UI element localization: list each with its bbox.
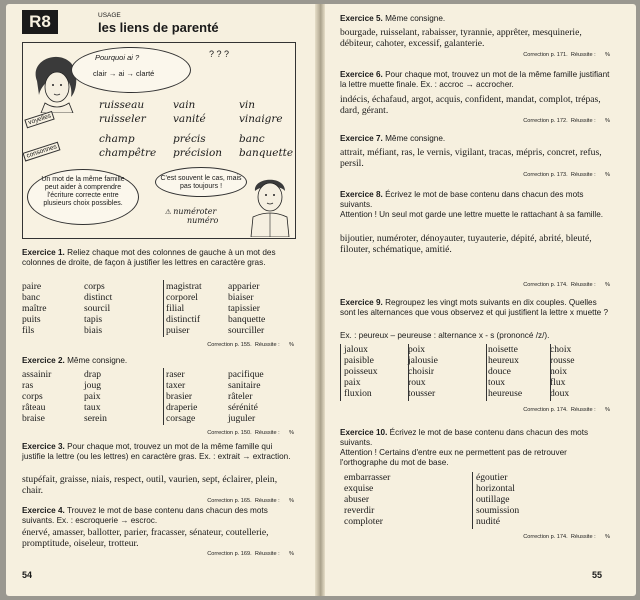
cartoon-illustration xyxy=(22,42,296,239)
correction-ref: Correction p. 174. xyxy=(523,534,568,540)
word: raser xyxy=(166,369,185,380)
tag-vowels: voyelles xyxy=(24,111,55,129)
word: soumission xyxy=(476,505,520,516)
exercise-3-example: Ex. : extrait → extraction. xyxy=(199,452,291,461)
word: fluxion xyxy=(344,388,372,399)
correction-ref: Correction p. 174. xyxy=(523,407,568,413)
word: corps xyxy=(22,391,43,402)
exercise-1-table xyxy=(22,281,298,336)
word: embarrasser xyxy=(344,472,391,483)
chain-word-1: clair xyxy=(93,69,107,78)
column-divider xyxy=(163,280,164,337)
exercise-5-title: Exercice 5. xyxy=(340,14,383,23)
word: magistrat xyxy=(166,281,202,292)
ex9-col-3 xyxy=(488,344,550,399)
reussite-label: Réussite : xyxy=(570,118,596,124)
word: corsage xyxy=(166,413,196,424)
correction-ref: Correction p. 174. xyxy=(523,282,568,288)
correction-ref: Correction p. 165. xyxy=(207,498,252,504)
word: paix xyxy=(344,377,361,388)
section-badge: R8 xyxy=(22,10,58,34)
exercise-4-text: Trouvez le mot de base contenu dans chacun des mots suivants. Ex. : escroquerie → escroc. xyxy=(22,506,268,525)
reussite-label: Réussite : xyxy=(254,342,280,348)
word-vain: vain xyxy=(173,99,196,111)
reussite-label: Réussite : xyxy=(570,407,596,413)
word: fils xyxy=(22,325,35,336)
ex2-col-3 xyxy=(166,369,228,424)
exercise-9-table xyxy=(344,344,610,399)
word: râteler xyxy=(228,391,253,402)
word: brasier xyxy=(166,391,193,402)
exercise-7-text: Même consigne. xyxy=(385,134,446,143)
column-divider xyxy=(472,472,473,529)
exercise-7-words: attrait, méfiant, ras, le vernis, vigilant, tracas, mépris, concret, refus, persil. xyxy=(340,147,602,169)
exercise-4-correction xyxy=(22,551,294,557)
exercise-6-title: Exercice 6. xyxy=(340,70,383,79)
exercise-5-instructions xyxy=(340,14,610,24)
word: corporel xyxy=(166,292,198,303)
ex10-col-1 xyxy=(344,472,476,527)
percent-sign: % xyxy=(605,172,610,178)
word: filial xyxy=(166,303,185,314)
word: toux xyxy=(488,377,506,388)
word-precis: précis xyxy=(173,133,206,145)
column-divider xyxy=(163,368,164,425)
percent-sign: % xyxy=(605,52,610,58)
word: distinct xyxy=(84,292,113,303)
word: apparier xyxy=(228,281,260,292)
exercise-6-words: indécis, échafaud, argot, acquis, confident, mandat, complot, trépas, dard, gérant. xyxy=(340,94,601,116)
percent-sign: % xyxy=(605,407,610,413)
reussite-label: Réussite : xyxy=(254,551,280,557)
word: drap xyxy=(84,369,102,380)
word: choix xyxy=(550,344,572,355)
word: paire xyxy=(22,281,42,292)
exercise-8-correction xyxy=(340,282,610,288)
percent-sign: % xyxy=(289,342,294,348)
word: tapissier xyxy=(228,303,260,314)
word: sourcil xyxy=(84,303,111,314)
word-banc: banc xyxy=(239,133,265,145)
word-precision: précision xyxy=(173,147,223,159)
exercise-10-table xyxy=(344,472,596,527)
page-number-right: 55 xyxy=(592,570,603,580)
word: outillage xyxy=(476,494,510,505)
word: ras xyxy=(22,380,34,391)
word: râteau xyxy=(22,402,46,413)
thought-question: Pourquoi ai ? xyxy=(95,53,140,62)
exercise-2-text: Même consigne. xyxy=(67,356,128,365)
exercise-9-instructions xyxy=(340,298,610,318)
chain-word-3: clarté xyxy=(135,69,155,78)
exercise-3-text: Pour chaque mot, trouvez un mot de la même famille qui justifie la lettre (ou les lettres) en caractère gras. xyxy=(22,442,273,461)
boy-drawing xyxy=(247,173,293,237)
word: banc xyxy=(22,292,41,303)
reussite-label: Réussite : xyxy=(254,430,280,436)
ex9-col-2 xyxy=(408,344,488,399)
word: heureux xyxy=(488,355,519,366)
word: serein xyxy=(84,413,107,424)
word: nudité xyxy=(476,516,500,527)
exercise-4-title: Exercice 4. xyxy=(22,506,65,515)
exercise-10-text: Écrivez le mot de base contenu dans chacun des mots suivants. xyxy=(340,428,589,447)
word: distinctif xyxy=(166,314,201,325)
exercise-8-title: Exercice 8. xyxy=(340,190,383,199)
percent-sign: % xyxy=(289,430,294,436)
exercise-8-instructions xyxy=(340,190,610,220)
column-divider xyxy=(408,344,409,401)
question-marks: ? ? ? xyxy=(209,49,230,59)
correction-ref: Correction p. 150. xyxy=(207,430,252,436)
word: noix xyxy=(550,366,568,377)
warning-example xyxy=(165,207,218,225)
exercise-3-title: Exercice 3. xyxy=(22,442,65,451)
exercise-6-instructions xyxy=(340,70,610,90)
exercise-8-note: Attention ! Un seul mot garde une lettre muette le rattachant à sa famille. xyxy=(340,210,604,219)
word-banquette: banquette xyxy=(239,147,294,159)
exercise-9-title: Exercice 9. xyxy=(340,298,383,307)
exercise-9-correction xyxy=(340,407,610,413)
word-champetre: champêtre xyxy=(99,147,157,159)
exercise-2-instructions xyxy=(22,356,294,366)
word: banquette xyxy=(228,314,266,325)
reussite-label: Réussite : xyxy=(570,534,596,540)
exercise-5-correction xyxy=(340,52,610,58)
exercise-10-title: Exercice 10. xyxy=(340,428,388,437)
word: paisible xyxy=(344,355,374,366)
exercise-7-instructions xyxy=(340,134,610,144)
word: taux xyxy=(84,402,101,413)
word: puiser xyxy=(166,325,190,336)
column-divider xyxy=(340,344,341,401)
word: heureuse xyxy=(488,388,523,399)
exercise-9-example: Ex. : peureux – peureuse : alternance x - s (prononcé /z/). xyxy=(340,331,550,340)
exercise-9-text: Regroupez les vingt mots suivants en dix couples. Quelles sont les alternances que vous observez et qui justifient la lettre x muette ? xyxy=(340,298,609,317)
book-gutter xyxy=(315,4,325,596)
word: paix xyxy=(84,391,101,402)
word: noisette xyxy=(488,344,518,355)
reussite-label: Réussite : xyxy=(570,172,596,178)
word: choisir xyxy=(408,366,435,377)
exercise-1-instructions xyxy=(22,248,294,268)
exercise-6-correction xyxy=(340,118,610,124)
word: jalousie xyxy=(408,355,438,366)
exercise-1-title: Exercice 1. xyxy=(22,248,65,257)
word: braise xyxy=(22,413,45,424)
percent-sign: % xyxy=(289,551,294,557)
ex1-col-2 xyxy=(84,281,166,336)
correction-ref: Correction p. 171. xyxy=(523,52,568,58)
word: comploter xyxy=(344,516,383,527)
word: doux xyxy=(550,388,570,399)
ex2-col-1 xyxy=(22,369,84,424)
reussite-label: Réussite : xyxy=(570,52,596,58)
word-vinaigre: vinaigre xyxy=(239,113,283,125)
exercise-8-words: bijoutier, numéroter, dénoyauter, tuyauterie, dépité, abrité, bleuté, filouter, schématique, amitié. xyxy=(340,233,592,255)
exercise-10-correction xyxy=(340,534,610,540)
word: exquise xyxy=(344,483,374,494)
exercise-6-text: Pour chaque mot, trouvez un mot de la même famille justifiant la lettre muette finale. Ex. : accroc → accrocher. xyxy=(340,70,610,89)
exercise-2-table xyxy=(22,369,298,424)
word: tapis xyxy=(84,314,103,325)
exercise-5-words: bourgade, ruisselant, rabaisser, tyrannie, apprêter, mesquinerie, débiteur, cahoter, excessif, galanterie. xyxy=(340,27,582,49)
ex9-col-4 xyxy=(550,344,610,399)
percent-sign: % xyxy=(605,118,610,124)
correction-ref: Correction p. 155. xyxy=(207,342,252,348)
word-ruisseau: ruisseau xyxy=(99,99,145,111)
exercise-2-title: Exercice 2. xyxy=(22,356,65,365)
correction-ref: Correction p. 172. xyxy=(523,118,568,124)
word: roux xyxy=(408,377,426,388)
word: joug xyxy=(84,380,102,391)
exercise-3-correction xyxy=(22,498,294,504)
exercise-7-correction xyxy=(340,172,610,178)
word: rousse xyxy=(550,355,575,366)
reussite-label: Réussite : xyxy=(254,498,280,504)
ex2-col-4 xyxy=(228,369,298,424)
correction-ref: Correction p. 173. xyxy=(523,172,568,178)
word: poix xyxy=(408,344,426,355)
section-label: USAGE xyxy=(98,12,121,19)
exercise-2-correction xyxy=(22,430,294,436)
exercise-4-words: énervé, amasser, ballotter, parier, fracasser, sénateur, coutellerie, promptitude, oiseleur, trotteur. xyxy=(22,527,269,549)
exercise-3-instructions xyxy=(22,442,294,462)
percent-sign: % xyxy=(289,498,294,504)
word: sérénité xyxy=(228,402,258,413)
ex2-col-2 xyxy=(84,369,166,424)
exercise-1-text: Reliez chaque mot des colonnes de gauche à un mot des colonnes de droite, de façon à justifier les lettres en caractère gras. xyxy=(22,248,276,267)
word: corps xyxy=(84,281,105,292)
column-divider xyxy=(486,344,487,401)
word: pacifique xyxy=(228,369,264,380)
exercise-7-title: Exercice 7. xyxy=(340,134,383,143)
word: sanitaire xyxy=(228,380,261,391)
word: maître xyxy=(22,303,47,314)
warning-word-1: numéroter xyxy=(173,207,217,216)
chain-word-2: ai xyxy=(118,69,125,78)
word: assainir xyxy=(22,369,52,380)
speech-bubble-right: C'est souvent le cas, mais pas toujours ! xyxy=(155,167,247,197)
ex9-col-1 xyxy=(344,344,408,399)
arrow-icon: → xyxy=(108,69,117,78)
speech-bubble-left: Un mot de la même famille peut aider à comprendre l'écriture correcte entre plusieurs choix possibles. xyxy=(27,169,139,225)
word: biaiser xyxy=(228,292,254,303)
exercise-8-text: Écrivez le mot de base contenu dans chacun des mots suivants. xyxy=(340,190,584,209)
word: poisseux xyxy=(344,366,378,377)
word: jaloux xyxy=(344,344,368,355)
correction-ref: Correction p. 169. xyxy=(207,551,252,557)
word: juguler xyxy=(228,413,256,424)
word-vin: vin xyxy=(239,99,256,111)
ex1-col-3 xyxy=(166,281,228,336)
exercise-3-words: stupéfait, graisse, niais, respect, outil, vaurien, sept, éclairer, plein, chair. xyxy=(22,474,278,496)
percent-sign: % xyxy=(605,534,610,540)
word-ruisseler: ruisseler xyxy=(99,113,146,125)
exercise-4-instructions xyxy=(22,506,294,526)
page-number-left: 54 xyxy=(22,570,33,580)
ex1-col-1 xyxy=(22,281,84,336)
word: abuser xyxy=(344,494,370,505)
word: puits xyxy=(22,314,41,325)
arrow-icon: → xyxy=(126,69,134,78)
tag-consonants: consonnes xyxy=(23,141,61,161)
word-champ: champ xyxy=(99,133,135,145)
word: tousser xyxy=(408,388,436,399)
exercise-10-note: Attention ! Certains d'entre eux ne permettent pas de retrouver l'orthographe du mot de base. xyxy=(340,448,567,467)
word: taxer xyxy=(166,380,186,391)
word: reverdir xyxy=(344,505,375,516)
word-vanite: vanité xyxy=(173,113,206,125)
column-divider xyxy=(550,344,551,401)
thought-chain xyxy=(93,69,154,78)
exercise-1-correction xyxy=(22,342,294,348)
exercise-10-instructions xyxy=(340,428,610,468)
word: égoutier xyxy=(476,472,508,483)
word: horizontal xyxy=(476,483,515,494)
warning-word-2: numéro xyxy=(187,216,219,225)
exercise-5-text: Même consigne. xyxy=(385,14,446,23)
ex10-col-2 xyxy=(476,472,596,527)
warning-icon: ⚠ xyxy=(165,209,172,216)
reussite-label: Réussite : xyxy=(570,282,596,288)
ex1-col-4 xyxy=(228,281,298,336)
word: sourciller xyxy=(228,325,265,336)
word: douce xyxy=(488,366,511,377)
word: flux xyxy=(550,377,566,388)
word: biais xyxy=(84,325,103,336)
percent-sign: % xyxy=(605,282,610,288)
page-title: les liens de parenté xyxy=(98,20,219,35)
word: draperie xyxy=(166,402,198,413)
